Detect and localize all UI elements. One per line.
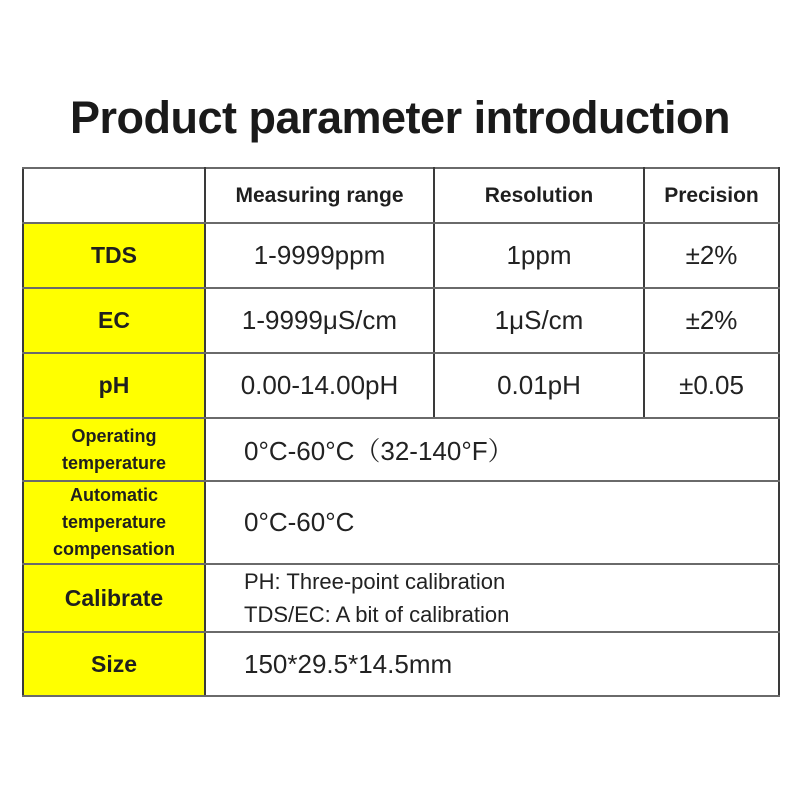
table-row-operating-temperature <box>23 418 779 481</box>
table-row-ph <box>23 353 779 418</box>
row-label-size: Size <box>23 632 205 696</box>
header-precision: Precision <box>644 168 779 223</box>
calibrate-line-tds-ec: TDS/EC: A bit of calibration <box>244 602 510 627</box>
row-label-ec: EC <box>23 288 205 353</box>
header-resolution: Resolution <box>434 168 644 223</box>
table-row-calibrate <box>23 564 779 632</box>
row-label-automatic-compensation: Automatic temperature compensation <box>23 481 205 564</box>
table-row-ec <box>23 288 779 353</box>
ph-precision: ±0.05 <box>644 353 779 418</box>
size-value: 150*29.5*14.5mm <box>205 632 779 696</box>
header-corner-cell <box>23 168 205 223</box>
row-label-operating-temperature: Operating temperature <box>23 418 205 481</box>
ec-measuring-range: 1-9999μS/cm <box>205 288 434 353</box>
operating-temperature-value: 0°C-60°C（32-140°F） <box>205 418 779 481</box>
calibrate-value <box>205 564 779 632</box>
tds-measuring-range: 1-9999ppm <box>205 223 434 288</box>
automatic-compensation-value: 0°C-60°C <box>205 481 779 564</box>
ph-measuring-range: 0.00-14.00pH <box>205 353 434 418</box>
product-parameter-table <box>22 167 780 697</box>
calibrate-line-ph: PH: Three-point calibration <box>244 569 506 594</box>
ec-precision: ±2% <box>644 288 779 353</box>
ec-resolution: 1μS/cm <box>434 288 644 353</box>
table-row-size <box>23 632 779 696</box>
table-row-tds <box>23 223 779 288</box>
page-title: Product parameter introduction <box>69 92 731 143</box>
tds-resolution: 1ppm <box>434 223 644 288</box>
row-label-tds: TDS <box>23 223 205 288</box>
tds-precision: ±2% <box>644 223 779 288</box>
ph-resolution: 0.01pH <box>434 353 644 418</box>
row-label-ph: pH <box>23 353 205 418</box>
row-label-calibrate: Calibrate <box>23 564 205 632</box>
table-row-automatic-compensation <box>23 481 779 564</box>
header-measuring-range: Measuring range <box>205 168 434 223</box>
table-header-row <box>23 168 779 223</box>
